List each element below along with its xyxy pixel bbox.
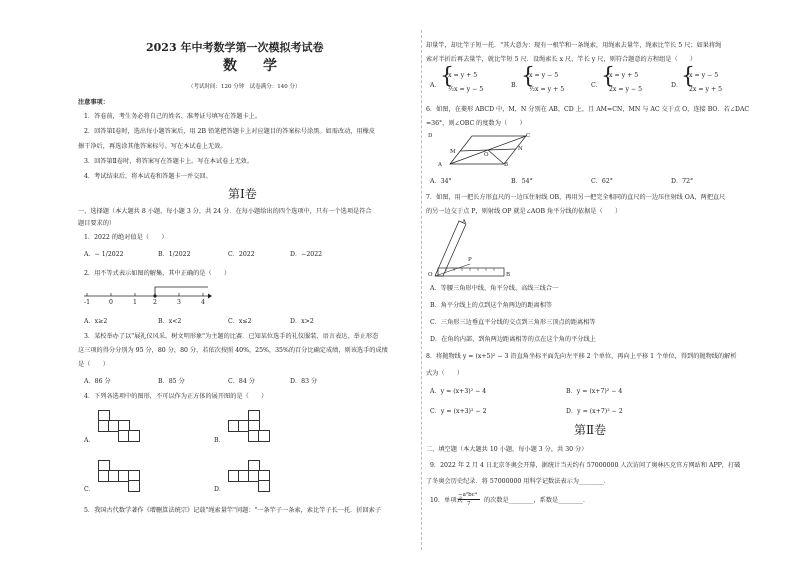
q8-line: 8．将抛物线 y = (x+5)² − 3 沿直角坐标平面先向左平移 2 个单位，再向上平移 1 个单位，得到的抛物线的解析 — [426, 353, 737, 360]
q2-stem: 2．用不等式表示如图的解集，其中正确的是（ ） — [84, 270, 231, 277]
q5-line: 5．我国古代数学著作《增删算法统宗》记载"绳索量竿"问题："一条竿子一条索，索比竿子长一托．折回索子 — [84, 507, 382, 514]
q4-option-b: B． — [214, 437, 225, 444]
q3-option-d: D．83 分 — [290, 378, 318, 385]
number-line-tick: -1 — [84, 299, 91, 306]
q9-line: 9．2022 年 2 月 4 日北京冬奥会开幕，据统计当天约有 57000000 人次访问了奥林匹克官方网站和 APP，打破 — [430, 462, 741, 469]
q7-option-a: A．等腰三角形中线、角平分线、高线三线合一 — [430, 285, 559, 292]
q1-stem: 1．2022 的绝对值是（ ） — [84, 234, 168, 241]
q7-line: 的另一边交于点 P，则射线 OP 就是∠AOB 角平分线的依据是（ ） — [426, 208, 622, 215]
figure-label: D — [428, 133, 433, 139]
q2-option-a: A．x≥2 — [84, 318, 108, 325]
q6-line: 6．如图，在菱形 ABCD 中，M，N 分别在 AB，CD 上，且 AM=CN，MN 与 AC 交于点 O，连接 BO．若∠DAC — [426, 106, 750, 113]
exam-title: 2023 年中考数学第一次模拟考试卷 — [146, 41, 324, 54]
column-divider — [421, 30, 422, 550]
figure-label: B — [504, 162, 509, 168]
notes-heading: 注意事项： — [78, 99, 109, 106]
q4-option-a: A． — [84, 437, 95, 444]
part1-intro: 题目要求的） — [78, 220, 116, 227]
number-line-tick: 0 — [109, 299, 113, 306]
q5-line: 却量竿，却比竿子短一托．"其大意为：现有一根竿和一条绳索，用绳索去量竿，绳索比竿长 5 尺；如果将绳 — [426, 42, 722, 49]
q8-option-b: B．y = (x+7)² − 4 — [566, 388, 623, 395]
q2-option-d: D．x>2 — [290, 318, 314, 325]
part2-title: 第Ⅱ卷 — [574, 423, 607, 437]
exam-meta: （考试时间：120 分钟 试卷满分：140 分） — [188, 84, 301, 90]
q8-option-a: A．y = (x+3)² − 4 — [430, 388, 487, 395]
exam-page: 2023 年中考数学第一次模拟考试卷 数 学 （考试时间：120 分钟 试卷满分：140 分） 注意事项： 1．答卷前，考生务必将自己的姓名、准考证号填写在答题卡上。 2．回答第Ⅰ卷时，选出每小题答案后，用 2B 铅笔把答题卡上对应题目的答案标号涂黑。如需改动，用橡皮 擦干净后，再选涂其他答案标号。写在本试卷上无效。 3．回答第Ⅱ卷时，将答案写在答题卡上。写在本试卷上无效。 4．考试结束后，将本试卷和答题卡一并交回。 第Ⅰ卷 一、选择题（本大题共 8 小题，每小题 3 分，共 24 分．在每小题给出的四个选项中，只有一个选项是符合 题目要求的） 1．2022 的绝对值是（ ） A．− 1/2022 B．1/2022 C．2022 D．−2022 2．用不等式表示如图的解集，其中正确的是（ ） -1 0 1 2 3 4 A．x≥2 B．x<2 C．x≤2 D．x>2 3．某校举办了以"展礼仪风采，树文明形象"为主题的比赛．已知某位选手的礼仪服装、语言表达、举止形态 这三项的得分分别为 95 分，80 分，80 分，若依次按照 40%，25%，35%的百分比确定成绩，则该选手的成绩 是（ ） A．86 分 B．85 分 C．84 分 D．83 分 4．下列各选项中的图形，不可以作为正方体的展开图的是（ ） A． B． C． D． 5．我国古代数学著作《增删算法统宗》记载"绳索量竿"问题："一条竿子一条索，索比竿子长一托．折回索子 却量竿，却比竿子短一托．"其大意为：现有一根竿和一条绳索，用绳索去量竿，绳索比竿长 5 尺；如果将绳 索对半折后再去量竿，就比竿短 5 尺．设绳索长 x 尺，竿长 y 尺，则符合题意的方程组是（ ） A． { x = y + 5 ½x = y − 5 B． { x = y − 5 ½x = y + 5 C． { x = y + 5 2x = y − 5 D． { x = y − 5 2x = y + 5 6．如图，在菱形 ABCD 中，M，N 分别在 AB，CD 上，且 AM=CN，MN 与 AC 交于点 O，连接 BO．若∠DAC =36°，则∠OBC 的度数为（ ） D C A B M N O A．34° B．54° C．62° D．72° 7．如图，用一把长方形直尺的一边压住射线 OB，再用另一把完全相同的直尺的一边压住射线 OA，两把直尺 的另一边交于点 P，则射线 OP 就是∠AOB 角平分线的依据是（ ） O A B P A．等腰三角形中线、角平分线、高线三线合一 B．角平分线上的点到这个角两边的距离相等 C．三角形三边垂直平分线的交点到三角形三顶点的距离相等 D．在角的内部，到角两边距离相等的点在这个角的平分线上 8．将抛物线 y = (x+5)² − 3 沿直角坐标平面先向左平移 2 个单位，再向上平移 1 个单位，得到的抛物线的解析 式为（ ） A．y = (x+3)² − 4 B．y = (x+7)² − 4 C．y = (x+3)² − 2 D．y = (x+7)² − 2 第Ⅱ卷 二、填空题（本大题共 10 小题，每小题 3 分，共 30 分） 9．2022 年 2 月 4 日北京冬奥会开幕，据统计当天约有 57000000 人次访问了奥林匹克官方网站和 APP，打破 了冬奥会历史纪录．将 57000000 用科学记数法表示为________． 10．单项式 −a²bc⁴ 7 的次数是________，系数是________． — [0, 0, 794, 562]
note-line: 擦干净后，再选涂其他答案标号。写在本试卷上无效。 — [78, 143, 227, 150]
figure-label: M — [450, 149, 456, 155]
q2-option-c: C．x≤2 — [228, 318, 252, 325]
q1-option-a: A．− 1/2022 — [84, 251, 124, 258]
q3-option-b: B．85 分 — [158, 378, 185, 385]
q6-option-d: D．72° — [671, 178, 694, 185]
subject-title: 数 学 — [223, 58, 283, 74]
q4-option-c: C． — [84, 486, 95, 493]
q3-option-c: C．84 分 — [228, 378, 255, 385]
part1-intro: 一、选择题（本大题共 8 小题，每小题 3 分，共 24 分．在每小题给出的四个选项中，只有一个选项是符合 — [78, 208, 372, 215]
figure-label: C — [526, 133, 531, 139]
figure-label: N — [518, 146, 523, 152]
q3-line: 这三项的得分分别为 95 分，80 分，80 分，若依次按照 40%，25%，35%的百分比确定成绩，则该选手的成绩 — [78, 347, 388, 354]
figure-label: A — [438, 162, 442, 168]
note-line: 3．回答第Ⅱ卷时，将答案写在答题卡上。写在本试卷上无效。 — [84, 158, 254, 165]
number-line-tick: 4 — [201, 299, 205, 306]
q2-option-b: B．x<2 — [158, 318, 182, 325]
q5-line: 索对半折后再去量竿，就比竿短 5 尺．设绳索长 x 尺，竿长 y 尺，则符合题意的方程组是（ ） — [426, 56, 697, 63]
q8-option-c: C．y = (x+3)² − 2 — [430, 408, 487, 415]
rulers-figure — [430, 218, 510, 280]
q8-line: 式为（ ） — [426, 370, 464, 377]
q3-line: 是（ ） — [78, 361, 109, 368]
q7-option-b: B．角平分线上的点到这个角两边的距离相等 — [430, 302, 553, 309]
q1-option-c: C．2022 — [228, 251, 255, 258]
q10-denominator: 7 — [467, 501, 471, 507]
number-line-tick: 1 — [133, 299, 137, 306]
q4-stem: 4．下列各选项中的图形，不可以作为正方体的展开图的是（ ） — [84, 393, 268, 400]
q1-option-d: D．−2022 — [290, 251, 323, 258]
number-line-figure — [82, 282, 212, 308]
rhombus-figure — [432, 132, 532, 172]
figure-label: O — [428, 272, 433, 278]
q10-prefix: 10．单项式 — [430, 497, 463, 504]
note-line: 2．回答第Ⅰ卷时，选出每小题答案后，用 2B 铅笔把答题卡上对应题目的答案标号涂黑。如需改动，用橡皮 — [84, 128, 376, 135]
q9-line: 了冬奥会历史纪录．将 57000000 用科学记数法表示为________． — [426, 478, 610, 485]
number-line-tick: 2 — [153, 299, 157, 306]
q3-line: 3．某校举办了以"展礼仪风采，树文明形象"为主题的比赛．已知某位选手的礼仪服装、语言表达、举止形态 — [84, 333, 379, 340]
part2-intro: 二、填空题（本大题共 10 小题，每小题 3 分，共 30 分） — [426, 446, 588, 453]
q10-suffix: 的次数是________，系数是________． — [484, 497, 590, 504]
figure-label: O — [484, 152, 489, 158]
figure-label: B — [506, 272, 511, 278]
q6-option-b: B．54° — [511, 178, 533, 185]
figure-label: A — [462, 219, 466, 225]
q6-option-a: A．34° — [430, 178, 452, 185]
note-line: 4．考试结束后，将本试卷和答题卡一并交回。 — [84, 173, 212, 180]
q1-option-b: B．1/2022 — [158, 251, 191, 258]
q7-option-c: C．三角形三边垂直平分线的交点到三角形三顶点的距离相等 — [430, 319, 596, 326]
number-line-tick: 3 — [177, 299, 181, 306]
part1-title: 第Ⅰ卷 — [228, 187, 257, 201]
q6-line: =36°，则∠OBC 的度数为（ ） — [426, 120, 526, 127]
figure-label: P — [468, 257, 472, 263]
q6-option-c: C．62° — [591, 178, 613, 185]
q4-option-d: D． — [214, 486, 226, 493]
q3-option-a: A．86 分 — [84, 378, 111, 385]
q8-option-d: D．y = (x+7)² − 2 — [566, 408, 623, 415]
q7-option-d: D．在角的内部，到角两边距离相等的点在这个角的平分线上 — [430, 336, 596, 343]
q7-line: 7．如图，用一把长方形直尺的一边压住射线 OB，再用另一把完全相同的直尺的一边压住射线 OA，两把直尺 — [426, 194, 726, 201]
q10-numerator: −a²bc⁴ — [458, 492, 477, 498]
note-line: 1．答卷前，考生务必将自己的姓名、准考证号填写在答题卡上。 — [84, 113, 262, 120]
